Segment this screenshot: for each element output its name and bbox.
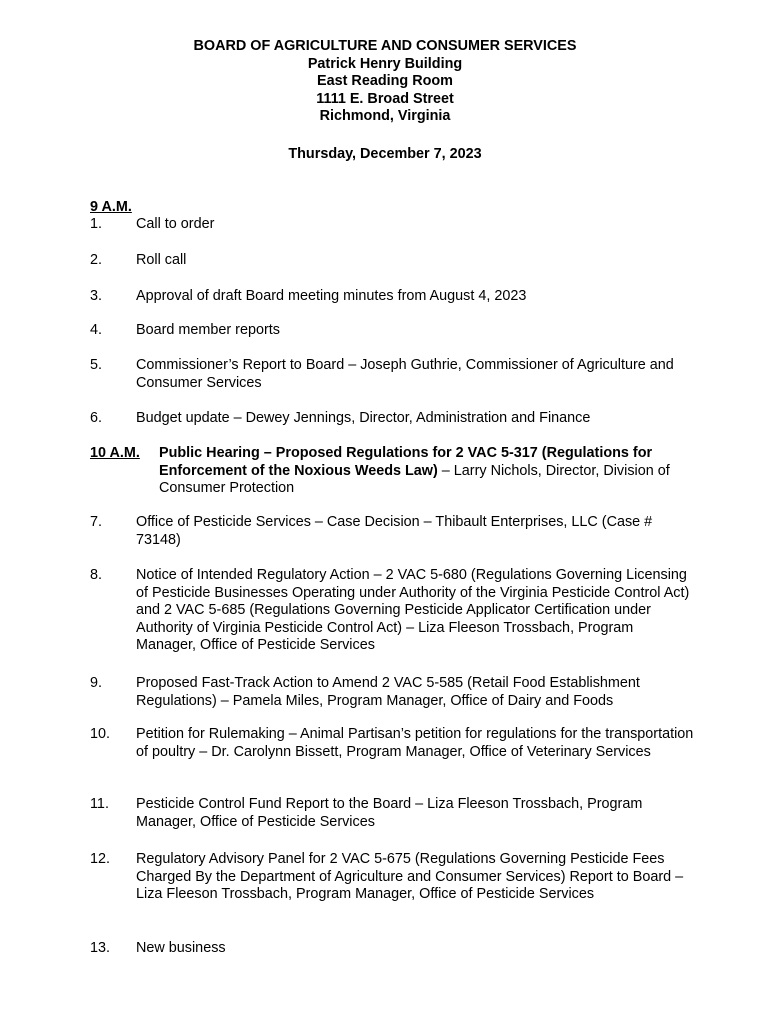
street-address: 1111 E. Broad Street bbox=[316, 90, 454, 107]
item-number: 8. bbox=[90, 567, 103, 583]
agenda-item-text: Office of Pesticide Services – Case Decision – Thibault Enterprises, LLC (Case # 73148) bbox=[136, 514, 653, 548]
item-number: 11. bbox=[90, 796, 109, 812]
item-number: 10. bbox=[90, 726, 111, 742]
meeting-date: Thursday, December 7, 2023 bbox=[288, 146, 482, 162]
agenda-item-text: Call to order bbox=[136, 216, 215, 232]
public-hearing-title: Public Hearing – Proposed Regulations for 2 VAC 5-317 (Regulations for Enforcement of the Noxious Weeds Law) bbox=[159, 445, 653, 479]
agenda-item-text: Regulatory Advisory Panel for 2 VAC 5-675 (Regulations Governing Pesticide Fees Charged By the Department of Agriculture and Consumer Services) Report to Board – Liza Fleeson Trossbach, Program Manager, Office of Pesticide Services bbox=[136, 851, 684, 902]
session-time-9am: 9 A.M. bbox=[90, 199, 132, 215]
item-number: 5. bbox=[90, 357, 103, 373]
public-hearing-presenter: – Larry Nichols, Director, Division of Consumer Protection bbox=[159, 462, 670, 496]
city-state: Richmond, Virginia bbox=[319, 108, 451, 124]
agenda-item-text: Budget update – Dewey Jennings, Director, Administration and Finance bbox=[136, 410, 591, 426]
item-number: 2. bbox=[90, 252, 103, 268]
agenda-item-text: Approval of draft Board meeting minutes from August 4, 2023 bbox=[136, 288, 527, 304]
document-header bbox=[0, 38, 770, 126]
agenda-item-text: Commissioner’s Report to Board – Joseph Guthrie, Commissioner of Agriculture and Consumer Services bbox=[136, 357, 674, 391]
agenda-item-text: Petition for Rulemaking – Animal Partisan’s petition for regulations for the transportation of poultry – Dr. Carolynn Bissett, Program Manager, Office of Veterinary Services bbox=[136, 726, 694, 760]
room-name: East Reading Room bbox=[317, 73, 453, 89]
item-number: 12. bbox=[90, 851, 111, 867]
agenda-item-text: New business bbox=[136, 940, 226, 956]
public-hearing-item bbox=[159, 445, 699, 498]
session-time-10am: 10 A.M. bbox=[90, 445, 140, 461]
board-title: BOARD OF AGRICULTURE AND CONSUMER SERVICES bbox=[193, 38, 577, 54]
agenda-item-text: Board member reports bbox=[136, 322, 280, 338]
building-name: Patrick Henry Building bbox=[307, 55, 463, 72]
item-number: 6. bbox=[90, 410, 103, 426]
agenda-item-text: Roll call bbox=[136, 252, 187, 268]
item-number: 7. bbox=[90, 514, 103, 530]
item-number: 1. bbox=[90, 216, 103, 232]
item-number: 4. bbox=[90, 322, 103, 338]
item-number: 9. bbox=[90, 675, 103, 691]
agenda-item-text: Pesticide Control Fund Report to the Board – Liza Fleeson Trossbach, Program Manager, Office of Pesticide Services bbox=[136, 796, 643, 830]
agenda-item-text: Proposed Fast-Track Action to Amend 2 VAC 5-585 (Retail Food Establishment Regulations) – Pamela Miles, Program Manager, Office of Dairy and Foods bbox=[136, 675, 640, 709]
item-number: 3. bbox=[90, 288, 103, 304]
item-number: 13. bbox=[90, 940, 111, 956]
agenda-item-text: Notice of Intended Regulatory Action – 2 VAC 5-680 (Regulations Governing Licensing of Pesticide Businesses Operating under Authority of the Virginia Pesticide Control Act) and 2 VAC 5-685 (Regulations Governing Pesticide Applicator Certification under Authority of Virginia Pesticide Control Act) – Liza Fleeson Trossbach, Program Manager, Office of Pesticide Services bbox=[136, 567, 690, 653]
